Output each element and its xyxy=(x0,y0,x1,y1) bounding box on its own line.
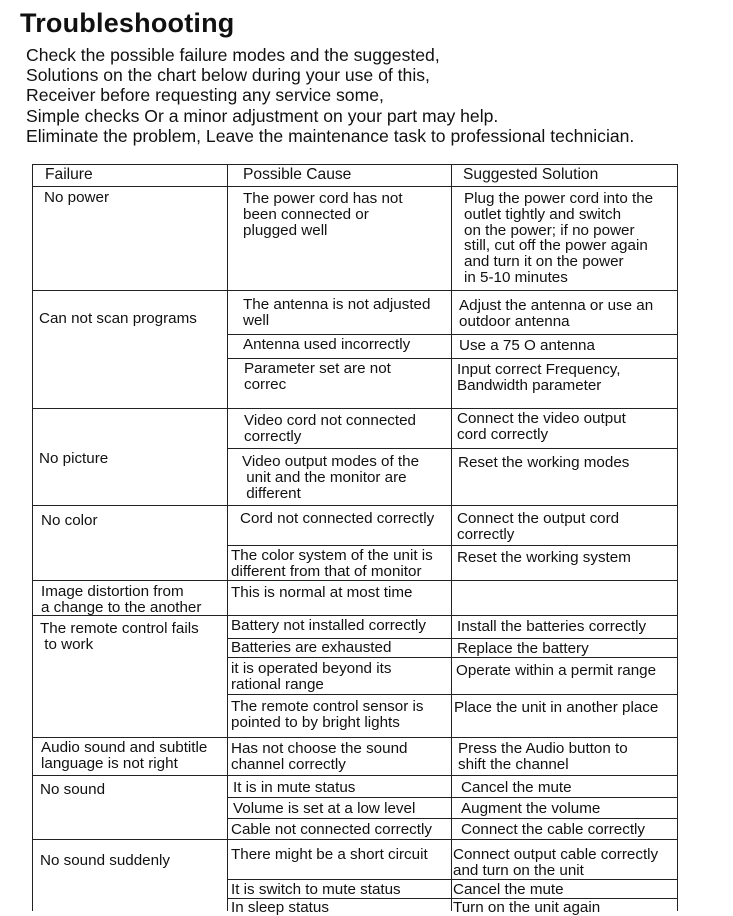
solution-cell: Cancel the mute xyxy=(461,779,572,796)
solution-cell: Plug the power cord into the outlet tightly and switch on the power; if no power still, cut off the power again and turn it on the power in 5-10 minutes xyxy=(464,190,654,286)
table-border xyxy=(227,545,678,546)
column-header-possible-cause: Possible Cause xyxy=(243,166,352,183)
solution-cell: Cancel the mute xyxy=(453,881,564,898)
solution-cell: Install the batteries correctly xyxy=(457,618,647,635)
table-border xyxy=(227,358,678,359)
solution-cell: Place the unit in another place xyxy=(454,699,659,716)
intro-line: Simple checks Or a minor adjustment on your part may help. xyxy=(26,105,499,126)
cause-cell: It is in mute status xyxy=(233,779,356,796)
cause-cell: Video cord not connected correctly xyxy=(244,412,416,445)
cause-cell: Volume is set at a low level xyxy=(233,800,416,817)
table-border xyxy=(227,818,678,819)
column-header-failure: Failure xyxy=(45,166,93,183)
table-border xyxy=(451,164,452,911)
cause-cell: Antenna used incorrectly xyxy=(243,336,411,353)
table-border xyxy=(32,164,678,165)
table-border xyxy=(32,505,678,506)
failure-cell: The remote control fails to work xyxy=(40,620,199,653)
table-border xyxy=(32,580,678,581)
solution-cell: Turn on the unit again xyxy=(453,899,601,916)
table-border xyxy=(227,164,228,911)
solution-cell: Augment the volume xyxy=(461,800,601,817)
intro-line: Solutions on the chart below during your use of this, xyxy=(26,65,430,86)
cause-cell: The remote control sensor is pointed to by bright lights xyxy=(231,698,424,731)
cause-cell: The color system of the unit is different from that of monitor xyxy=(231,547,433,580)
failure-cell: Image distortion from a change to the another xyxy=(41,583,202,616)
cause-cell: The power cord has not been connected or plugged well xyxy=(243,190,403,239)
cause-cell: Cord not connected correctly xyxy=(240,510,435,527)
table-border xyxy=(32,737,678,738)
table-border xyxy=(32,839,678,840)
solution-cell: Press the Audio button to shift the channel xyxy=(458,740,628,773)
failure-cell: Can not scan programs xyxy=(39,310,197,327)
table-border xyxy=(227,334,678,335)
failure-cell: No sound suddenly xyxy=(40,852,171,869)
solution-cell: Connect the video output cord correctly xyxy=(457,410,626,443)
cause-cell: It is switch to mute status xyxy=(231,881,401,898)
solution-cell: Connect output cable correctly and turn on the unit xyxy=(453,846,659,879)
table-border xyxy=(227,879,678,880)
cause-cell: Parameter set are not correc xyxy=(244,360,391,393)
table-border xyxy=(32,775,678,776)
cause-cell: it is operated beyond its rational range xyxy=(231,660,392,693)
table-border xyxy=(227,657,678,658)
cause-cell: Batteries are exhausted xyxy=(231,639,392,656)
cause-cell: Has not choose the sound channel correctly xyxy=(231,740,408,773)
solution-cell: Replace the battery xyxy=(457,640,589,657)
intro-line: Eliminate the problem, Leave the maintenance task to professional technician. xyxy=(26,125,635,146)
solution-cell: Use a 75 O antenna xyxy=(459,337,595,354)
column-header-suggested-solution: Suggested Solution xyxy=(463,166,599,183)
failure-cell: No power xyxy=(44,189,109,206)
solution-cell: Connect the output cord correctly xyxy=(457,510,620,543)
failure-cell: No color xyxy=(41,512,98,529)
solution-cell: Input correct Frequency, Bandwidth parameter xyxy=(457,361,621,394)
solution-cell: Adjust the antenna or use an outdoor antenna xyxy=(459,297,654,330)
table-border xyxy=(227,448,678,449)
cause-cell: In sleep status xyxy=(231,899,329,916)
table-border xyxy=(32,186,678,187)
cause-cell: Battery not installed correctly xyxy=(231,617,426,634)
failure-cell: No sound xyxy=(40,781,106,798)
page-title: Troubleshooting xyxy=(20,8,235,38)
solution-cell: Reset the working system xyxy=(457,549,631,566)
intro-line: Check the possible failure modes and the suggested, xyxy=(26,45,440,65)
cause-cell: The antenna is not adjusted well xyxy=(243,296,431,329)
failure-cell: No picture xyxy=(39,450,109,467)
solution-cell: Reset the working modes xyxy=(458,454,630,471)
failure-cell: Audio sound and subtitle language is not right xyxy=(41,739,208,772)
cause-cell: Cable not connected correctly xyxy=(231,821,432,838)
cause-cell: Video output modes of the unit and the monitor are different xyxy=(242,453,420,502)
table-border xyxy=(32,408,678,409)
solution-cell: Connect the cable correctly xyxy=(461,821,646,838)
table-border xyxy=(227,797,678,798)
cause-cell: This is normal at most time xyxy=(231,584,413,601)
table-border xyxy=(32,164,33,911)
intro-line: Receiver before requesting any service some, xyxy=(26,85,384,106)
table-border xyxy=(227,694,678,695)
table-border xyxy=(32,290,678,291)
table-border xyxy=(677,164,678,911)
cause-cell: There might be a short circuit xyxy=(231,846,428,863)
solution-cell: Operate within a permit range xyxy=(456,662,657,679)
